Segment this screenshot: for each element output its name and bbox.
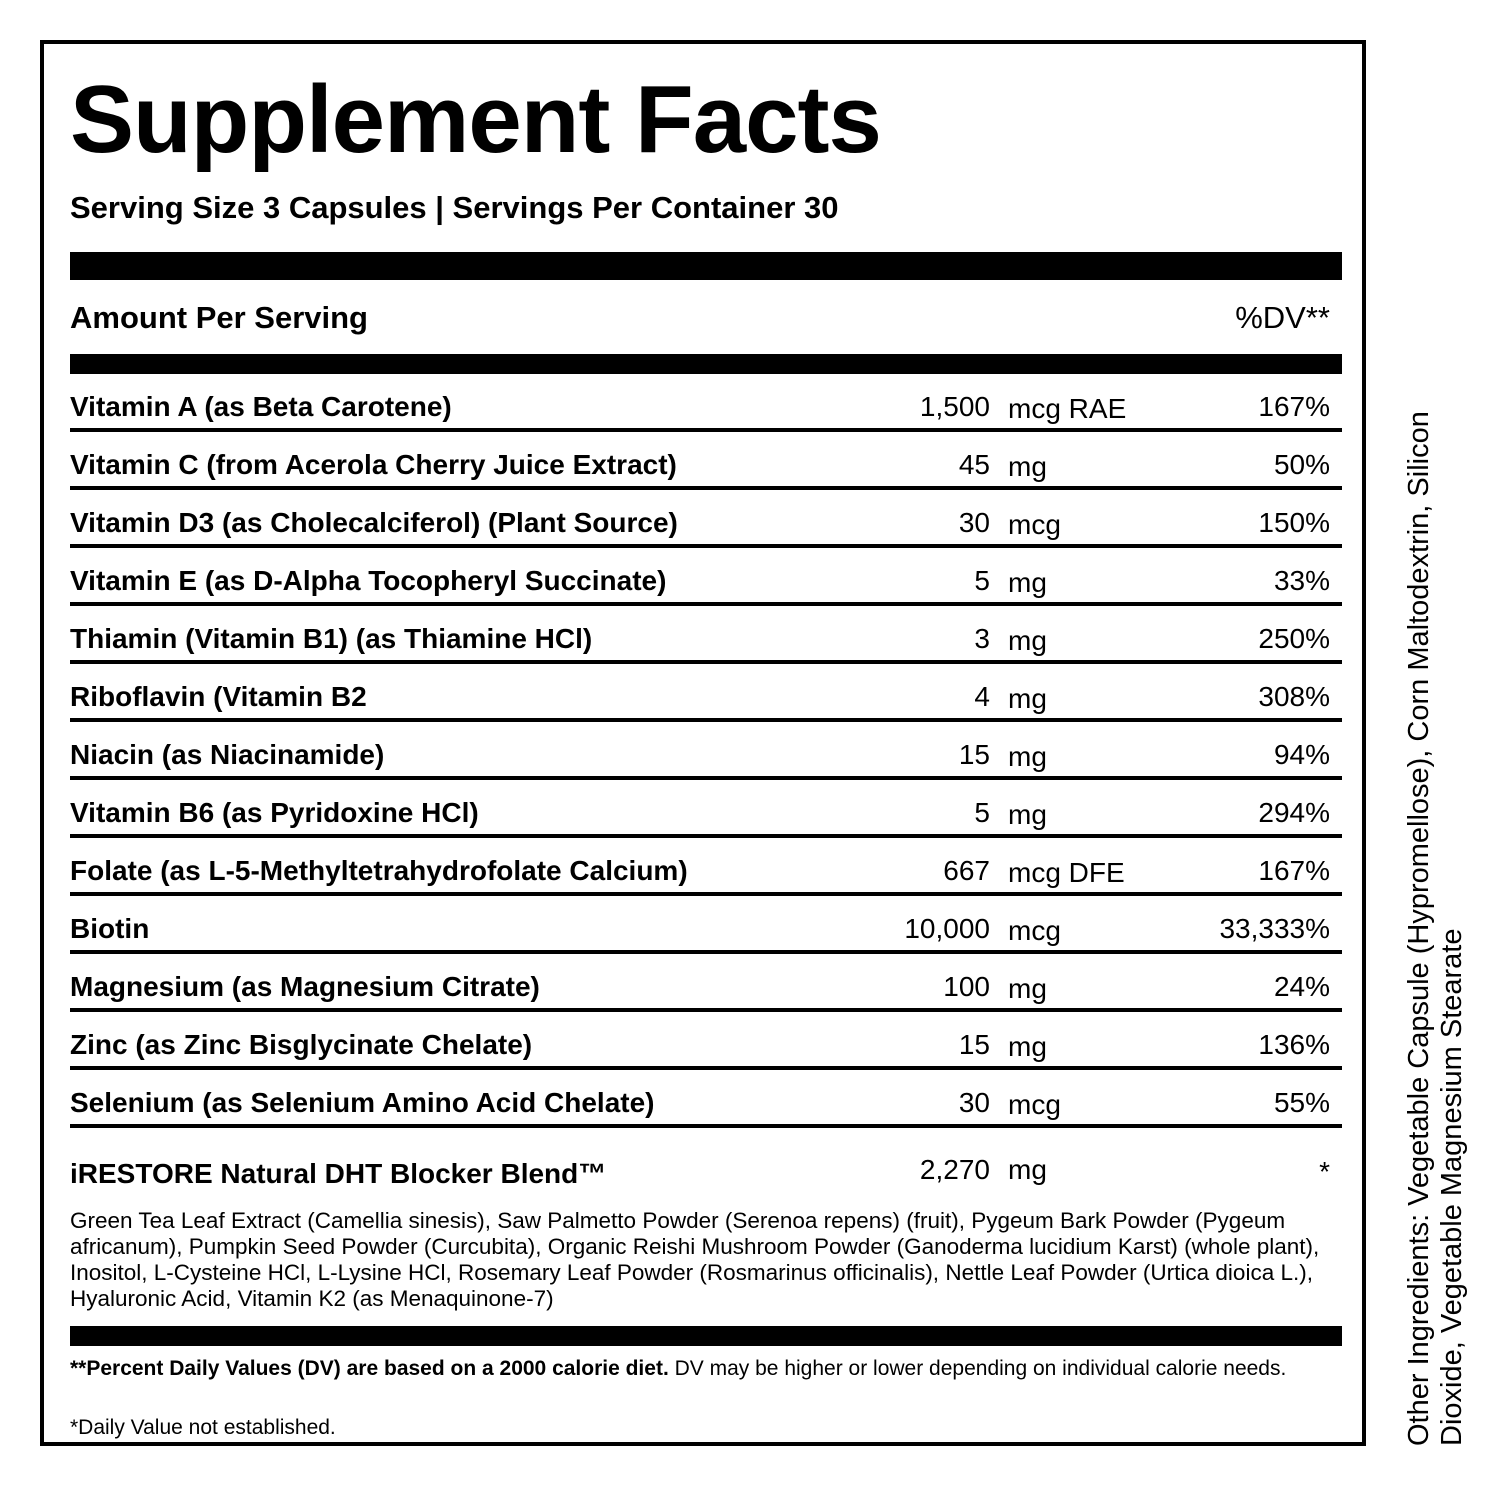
nutrient-name: Biotin bbox=[70, 913, 150, 944]
nutrient-row bbox=[70, 780, 1342, 838]
thick-divider bbox=[70, 252, 1342, 280]
nutrient-amount: 667 bbox=[943, 855, 990, 886]
nutrient-amount: 45 bbox=[958, 449, 990, 480]
nutrient-unit: mg bbox=[1008, 567, 1047, 598]
nutrient-row bbox=[70, 664, 1342, 722]
nutrient-row bbox=[70, 606, 1342, 664]
nutrient-dv: 50% bbox=[1273, 449, 1330, 480]
serving-info: Serving Size 3 Capsules | Servings Per Container 30 bbox=[70, 190, 839, 225]
blend-amount: 2,270 bbox=[919, 1154, 990, 1185]
nutrient-amount: 4 bbox=[974, 681, 990, 712]
divider-bar-bottom bbox=[70, 1326, 1342, 1346]
dv-column-header: %DV** bbox=[1235, 300, 1330, 335]
nutrient-row bbox=[70, 1070, 1342, 1128]
nutrient-row bbox=[70, 896, 1342, 954]
dv-not-established-note: *Daily Value not established. bbox=[70, 1416, 336, 1439]
nutrient-dv: 55% bbox=[1273, 1087, 1330, 1118]
nutrient-amount: 30 bbox=[958, 1087, 990, 1118]
nutrient-name: Vitamin D3 (as Cholecalciferol) (Plant Source) bbox=[70, 507, 678, 538]
dv-footnote bbox=[70, 1356, 1342, 1381]
nutrient-name: Riboflavin (Vitamin B2 bbox=[70, 681, 367, 712]
nutrient-amount: 1,500 bbox=[919, 391, 990, 422]
nutrient-dv: 136% bbox=[1258, 1029, 1330, 1060]
nutrient-unit: mg bbox=[1008, 799, 1047, 830]
nutrient-name: Magnesium (as Magnesium Citrate) bbox=[70, 971, 540, 1002]
blend-ingredients: Green Tea Leaf Extract (Camellia sinesis), Saw Palmetto Powder (Serenoa repens) (fruit), Pygeum Bark Powder (Pygeum africanum), Pumpkin Seed Powder (Curcubita), Organic Reishi Mushroom Powder (Ganoderma lucidium Karst) (whole plant), Inositol, L-Cysteine HCl, L-Lysine HCl, Rosemary Leaf Powder (Rosmarinus officinalis), Nettle Leaf Powder (Urtica dioica L.), Hyaluronic Acid, Vitamin K2 (as Menaquinone-7) bbox=[70, 1208, 1320, 1311]
other-ingredients: Other Ingredients: Vegetable Capsule (Hypromellose), Corn Maltodextrin, Silicon Dioxide, Vegetable Magnesium Stearate bbox=[1403, 411, 1468, 1446]
nutrient-dv: 33% bbox=[1273, 565, 1330, 596]
nutrient-name: Folate (as L-5-Methyltetrahydrofolate Calcium) bbox=[70, 855, 688, 886]
nutrient-name: Vitamin E (as D-Alpha Tocopheryl Succinate) bbox=[70, 565, 667, 596]
nutrient-dv: 24% bbox=[1273, 971, 1330, 1002]
nutrient-dv: 250% bbox=[1258, 623, 1330, 654]
nutrient-amount: 15 bbox=[958, 1029, 990, 1060]
nutrient-dv: 308% bbox=[1258, 681, 1330, 712]
nutrient-amount: 15 bbox=[958, 739, 990, 770]
nutrient-unit: mg bbox=[1008, 451, 1047, 482]
nutrient-dv: 33,333% bbox=[1219, 913, 1330, 944]
nutrient-unit: mg bbox=[1008, 741, 1047, 772]
nutrient-amount: 10,000 bbox=[904, 913, 990, 944]
nutrient-amount: 5 bbox=[974, 565, 990, 596]
blend-unit: mg bbox=[1008, 1154, 1047, 1185]
nutrient-name: Niacin (as Niacinamide) bbox=[70, 739, 385, 770]
nutrient-unit: mg bbox=[1008, 625, 1047, 656]
nutrient-unit: mcg RAE bbox=[1008, 393, 1127, 424]
nutrient-unit: mcg bbox=[1008, 915, 1061, 946]
nutrient-dv: 150% bbox=[1258, 507, 1330, 538]
nutrient-dv: 294% bbox=[1258, 797, 1330, 828]
nutrient-row bbox=[70, 548, 1342, 606]
nutrient-dv: 167% bbox=[1258, 855, 1330, 886]
nutrient-amount: 5 bbox=[974, 797, 990, 828]
nutrient-unit: mcg DFE bbox=[1008, 857, 1125, 888]
blend-dv: * bbox=[1319, 1156, 1330, 1187]
amount-per-serving-label: Amount Per Serving bbox=[70, 300, 368, 335]
nutrient-amount: 3 bbox=[974, 623, 990, 654]
nutrient-table bbox=[70, 374, 1342, 1128]
nutrient-unit: mcg bbox=[1008, 509, 1061, 540]
panel-title: Supplement Facts bbox=[70, 66, 881, 173]
nutrient-dv: 94% bbox=[1273, 739, 1330, 770]
nutrient-name: Thiamin (Vitamin B1) (as Thiamine HCl) bbox=[70, 623, 593, 654]
nutrient-name: Vitamin C (from Acerola Cherry Juice Extract) bbox=[70, 449, 677, 480]
nutrient-row bbox=[70, 722, 1342, 780]
supplement-facts-panel bbox=[40, 40, 1366, 1446]
divider-bar bbox=[70, 354, 1342, 374]
nutrient-row bbox=[70, 838, 1342, 896]
nutrient-row bbox=[70, 432, 1342, 490]
nutrient-amount: 100 bbox=[943, 971, 990, 1002]
nutrient-amount: 30 bbox=[958, 507, 990, 538]
nutrient-name: Vitamin B6 (as Pyridoxine HCl) bbox=[70, 797, 479, 828]
blend-name: iRESTORE Natural DHT Blocker Blend™ bbox=[70, 1158, 607, 1189]
nutrient-name: Zinc (as Zinc Bisglycinate Chelate) bbox=[70, 1029, 533, 1060]
nutrient-row bbox=[70, 954, 1342, 1012]
dv-footnote-bold: **Percent Daily Values (DV) are based on a 2000 calorie diet. bbox=[70, 1357, 669, 1380]
nutrient-name: Vitamin A (as Beta Carotene) bbox=[70, 391, 452, 422]
nutrient-unit: mg bbox=[1008, 1031, 1047, 1062]
nutrient-row bbox=[70, 374, 1342, 432]
nutrient-dv: 167% bbox=[1258, 391, 1330, 422]
nutrient-row bbox=[70, 490, 1342, 548]
nutrient-unit: mg bbox=[1008, 683, 1047, 714]
nutrient-unit: mg bbox=[1008, 973, 1047, 1004]
nutrient-row bbox=[70, 1012, 1342, 1070]
dv-footnote-text: DV may be higher or lower depending on individual calorie needs. bbox=[668, 1357, 1287, 1380]
nutrient-name: Selenium (as Selenium Amino Acid Chelate) bbox=[70, 1087, 655, 1118]
nutrient-unit: mcg bbox=[1008, 1089, 1061, 1120]
